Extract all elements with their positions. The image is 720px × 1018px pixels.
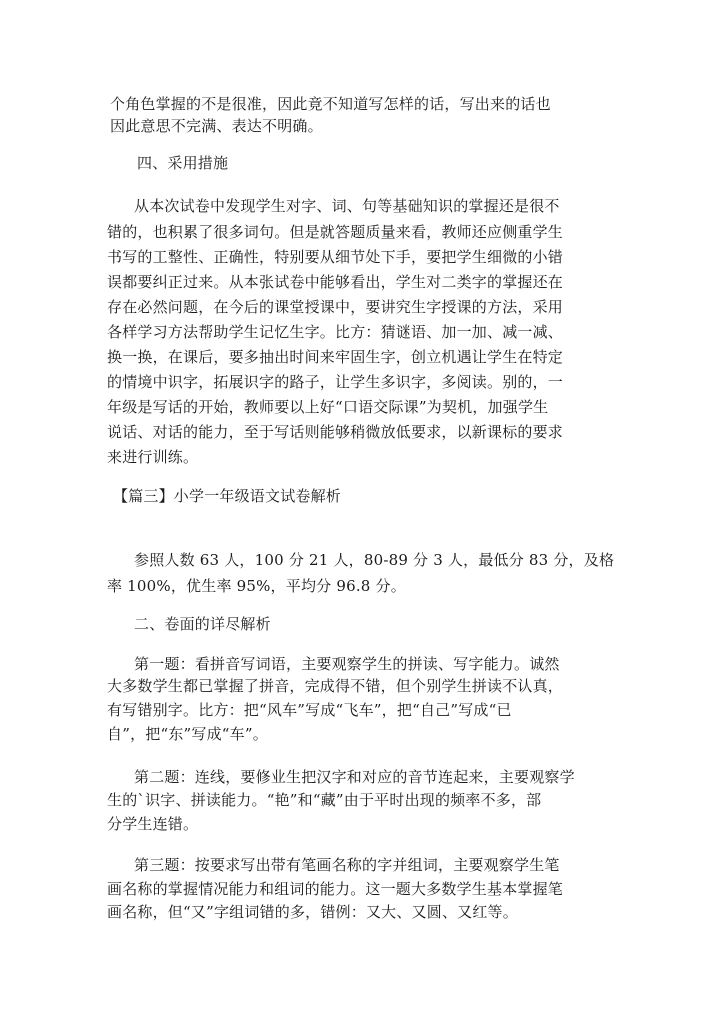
question-three-line: 画名称的掌握情况能力和组词的能力。这一题大多数学生基本掌握笔 xyxy=(107,880,564,898)
question-two-line: 生的`识字、拼读能力。“艳”和“藏”由于平时出现的频率不多，部 xyxy=(107,791,542,809)
part-three-title: 【篇三】小学一年级语文试卷解析 xyxy=(113,487,342,505)
paragraph-line: 从本次试卷中发现学生对字、词、句等基础知识的掌握还是很不 xyxy=(134,197,560,215)
intro-line-2: 因此意思不完满、表达不明确。 xyxy=(110,117,323,135)
question-one-line: 有写错别字。比方：把“风车”写成“飞车”，把“自己”写成“已 xyxy=(107,701,512,719)
question-one-line: 第一题：看拼音写词语，主要观察学生的拼读、写字能力。诚然 xyxy=(134,655,560,673)
stats-line-2: 率 100%，优生率 95%，平均分 96.8 分。 xyxy=(107,577,406,595)
paragraph-line: 的情境中识字，拓展识字的路子，让学生多识字，多阅读。别的，一 xyxy=(107,373,564,391)
paragraph-line: 错的，也积累了很多词句。但是就答题质量来看，教师还应侧重学生 xyxy=(107,223,564,241)
question-three-line: 第三题：按要求写出带有笔画名称的字并组词，主要观察学生笔 xyxy=(134,856,560,874)
paragraph-line: 各样学习方法帮助学生记忆生字。比方：猜谜语、加一加、减一减、 xyxy=(107,323,564,341)
question-two-line: 第二题：连线，要修业生把汉字和对应的音节连起来，主要观察学 xyxy=(134,768,575,786)
question-one-line: 自”，把“东”写成“车”。 xyxy=(107,725,268,743)
paragraph-line: 年级是写话的开始，教师要以上好“口语交际课”为契机，加强学生 xyxy=(107,398,549,416)
paragraph-line: 来进行训练。 xyxy=(107,448,199,466)
paragraph-line: 存在必然问题，在今后的课堂授课中，要讲究生字授课的方法，采用 xyxy=(107,298,564,316)
paragraph-line: 误都要纠正过来。从本张试卷中能够看出，学生对二类字的掌握还在 xyxy=(107,273,564,291)
intro-line-1: 个角色掌握的不是很准，因此竟不知道写怎样的话，写出来的话也 xyxy=(110,95,551,113)
paragraph-line: 说话、对话的能力，至于写话则能够稍微放低要求，以新课标的要求 xyxy=(107,423,564,441)
question-two-line: 分学生连错。 xyxy=(107,815,199,833)
paragraph-line: 换一换，在课后，要多抽出时间来牢固生字，创立机遇让学生在特定 xyxy=(107,348,564,366)
question-one-line: 大多数学生都已掌握了拼音，完成得不错，但个别学生拼读不认真， xyxy=(107,677,564,695)
section-two-heading: 二、卷面的详尽解析 xyxy=(134,615,271,633)
paragraph-line: 书写的工整性、正确性，特别要从细节处下手，要把学生细微的小错 xyxy=(107,248,564,266)
question-three-line: 画名称，但“又”字组词错的多，错例：又大、又圆、又红等。 xyxy=(107,903,518,921)
section-four-heading: 四、采用措施 xyxy=(137,154,229,172)
stats-line-1: 参照人数 63 人，100 分 21 人，80-89 分 3 人，最低分 83 分，及格 xyxy=(134,551,615,569)
